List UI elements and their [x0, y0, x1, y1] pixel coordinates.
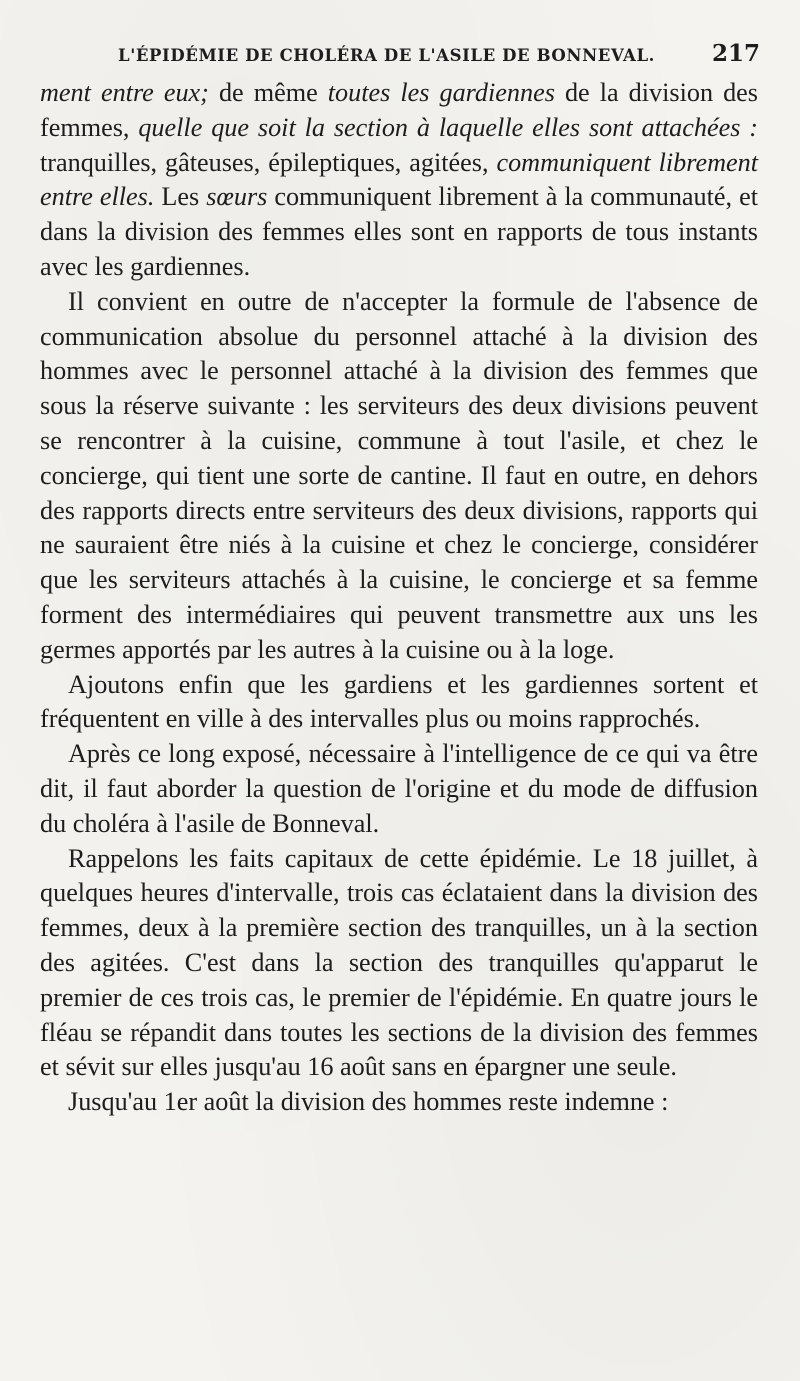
- running-header: [118, 40, 760, 74]
- italic-text: toutes les gardiennes: [327, 78, 555, 107]
- italic-text: sœurs: [206, 182, 268, 212]
- text-run: communiquent librement à la communauté, et dans la division des femmes elles sont en rapports de tous instants avec les gardiennes.: [40, 182, 758, 281]
- paragraph: [40, 668, 758, 738]
- page-number: 217: [711, 40, 760, 67]
- italic-text: communiquent librement entre elles.: [40, 147, 758, 212]
- paragraph: [40, 842, 758, 1086]
- paragraph: [40, 737, 758, 841]
- paragraph: [40, 76, 758, 285]
- running-title: L'ÉPIDÉMIE DE CHOLÉRA DE L'ASILE DE BONNEVAL.: [118, 46, 656, 65]
- text-run: de la division des femmes,: [40, 78, 758, 142]
- text-run: Après ce long exposé, nécessaire à l'intelligence de ce qui va être dit, il faut aborder la question de l'origine et du mode de diffusion du choléra à l'asile de Bonneval.: [40, 739, 758, 838]
- italic-text: quelle que soit la section à laquelle elles sont attachées :: [138, 112, 758, 142]
- text-run: Il convient en outre de n'accepter la formule de l'absence de communication absolue du personnel attaché à la division des hommes avec le personnel attaché à la division des femmes que sous la réserve suivante : les serviteurs des deux divisions peuvent se rencontrer à la cuisine, commune à tout l'asile, et chez le concierge, qui tient une sorte de cantine. Il faut en outre, en dehors des rapports directs entre serviteurs des deux divisions, rapports qui ne sauraient être niés à la cuisine et chez le concierge, considérer que les serviteurs attachés à la cuisine, le concierge et sa femme forment des intermédiaires qui peuvent transmettre aux uns les germes apportés par les autres à la cuisine ou à la loge.: [40, 286, 758, 664]
- text-run: Jusqu'au 1er août la division des hommes reste indemne :: [68, 1087, 669, 1117]
- text-run: Les: [154, 182, 207, 212]
- text-run: Ajoutons enfin que les gardiens et les gardiennes sortent et fréquentent en ville à des intervalles plus ou moins rapprochés.: [40, 669, 758, 734]
- text-run: tranquilles, gâteuses, épileptiques, agitées,: [40, 147, 497, 177]
- paragraph: [40, 1085, 758, 1120]
- paragraph: [40, 285, 758, 668]
- text-run: de même: [208, 78, 328, 107]
- body-text: [40, 76, 758, 1120]
- text-run: Rappelons les faits capitaux de cette épidémie. Le 18 juillet, à quelques heures d'intervalle, trois cas éclataient dans la division des femmes, deux à la première section des tranquilles, un à la section des agitées. C'est dans la section des tranquilles qu'apparut le premier de ces trois cas, le premier de l'épidémie. En quatre jours le fléau se répandit dans toutes les sections de la division des femmes et sévit sur elles jusqu'au 16 août sans en épargner une seule.: [40, 843, 758, 1082]
- italic-text: ment entre eux;: [40, 78, 209, 107]
